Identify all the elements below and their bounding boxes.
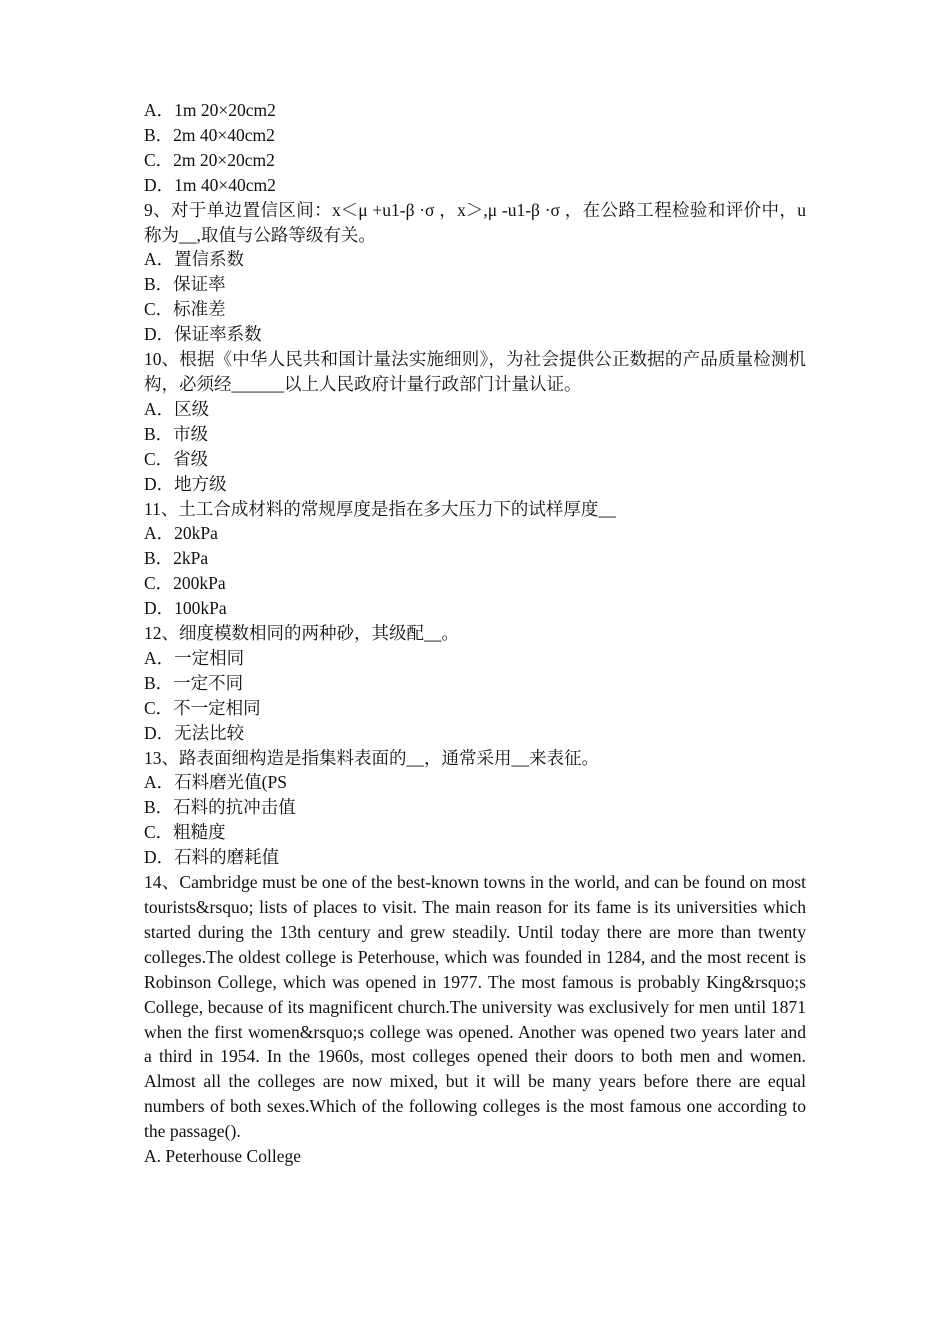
question-13 [144,746,806,871]
q12-option-d: D．无法比较 [144,722,245,743]
q14-option-a: A. Peterhouse College [144,1146,301,1167]
q8-option-a: A．1m 20×20cm2 [144,100,276,120]
q11-option-b: B．2kPa [144,548,209,569]
q11-option-a: A．20kPa [144,523,218,544]
q14-stem: 14、Cambridge must be one of the best-known towns in the world, and can be found on most tourists&rsquo; lists of places to visit. The main reason for its fame is its universities which started during the 13th century and grew steadily. Until today there are more than twenty colleges.The oldest college is Peterhouse, which was founded in 1284, and the most recent is Robinson College, which was opened in 1977. The most famous is probably King&rsquo;s College, because of its magnificent church.The university was exclusively for men until 1871 when the first women&rsquo;s college was opened. Another was opened two years later and a third in 1954. In the 1960s, most colleges opened their doors to both men and women. Almost all the colleges are now mixed, but it will be many years before there are equal numbers of both sexes.Which of the following colleges is the most famous one according to the passage(). [144,872,806,1142]
question-14 [144,870,806,1169]
q12-option-a: A．一定相同 [144,647,245,668]
q10-option-d: D．地方级 [144,473,227,494]
q13-stem: 13、路表面细构造是指集料表面的__，通常采用__来表征。 [144,747,599,768]
q9-option-c: C．标准差 [144,299,226,320]
q11-option-d: D．100kPa [144,598,227,619]
question-9 [144,198,806,347]
q9-stem: 9、对于单边置信区间：x＜μ +u1-β ·σ ，x＞,μ -u1-β ·σ ，在公路工程检验和评价中，u 称为__,取值与公路等级有关。 [144,199,806,245]
question-10 [144,347,806,496]
q12-option-c: C．不一定相同 [144,697,261,718]
q13-option-a: A．石料磨光值(PS [144,772,287,793]
q12-option-b: B．一定不同 [144,672,244,693]
q10-stem: 10、根据《中华人民共和国计量法实施细则》，为社会提供公正数据的产品质量检测机构，必须经______以上人民政府计量行政部门计量认证。 [144,349,806,394]
q13-option-b: B．石料的抗冲击值 [144,797,296,818]
q8-option-c: C．2m 20×20cm2 [144,149,275,170]
q13-option-c: C．粗糙度 [144,822,226,843]
q10-option-c: C．省级 [144,448,209,469]
question-12 [144,621,806,746]
q10-option-b: B．市级 [144,423,209,444]
q9-option-b: B．保证率 [144,274,226,295]
q12-stem: 12、细度模数相同的两种砂，其级配__。 [144,623,459,644]
q11-option-c: C．200kPa [144,573,226,594]
q11-stem: 11、土工合成材料的常规厚度是指在多大压力下的试样厚度__ [144,498,616,519]
question-8 [144,98,806,198]
q8-option-b: B．2m 40×40cm2 [144,124,275,145]
q13-option-d: D．石料的磨耗值 [144,847,280,868]
q9-option-a: A．置信系数 [144,249,245,270]
q8-option-d: D．1m 40×40cm2 [144,174,276,195]
document-page [144,98,806,1169]
q9-option-d: D．保证率系数 [144,324,262,345]
q10-option-a: A．区级 [144,398,210,419]
question-11 [144,497,806,622]
